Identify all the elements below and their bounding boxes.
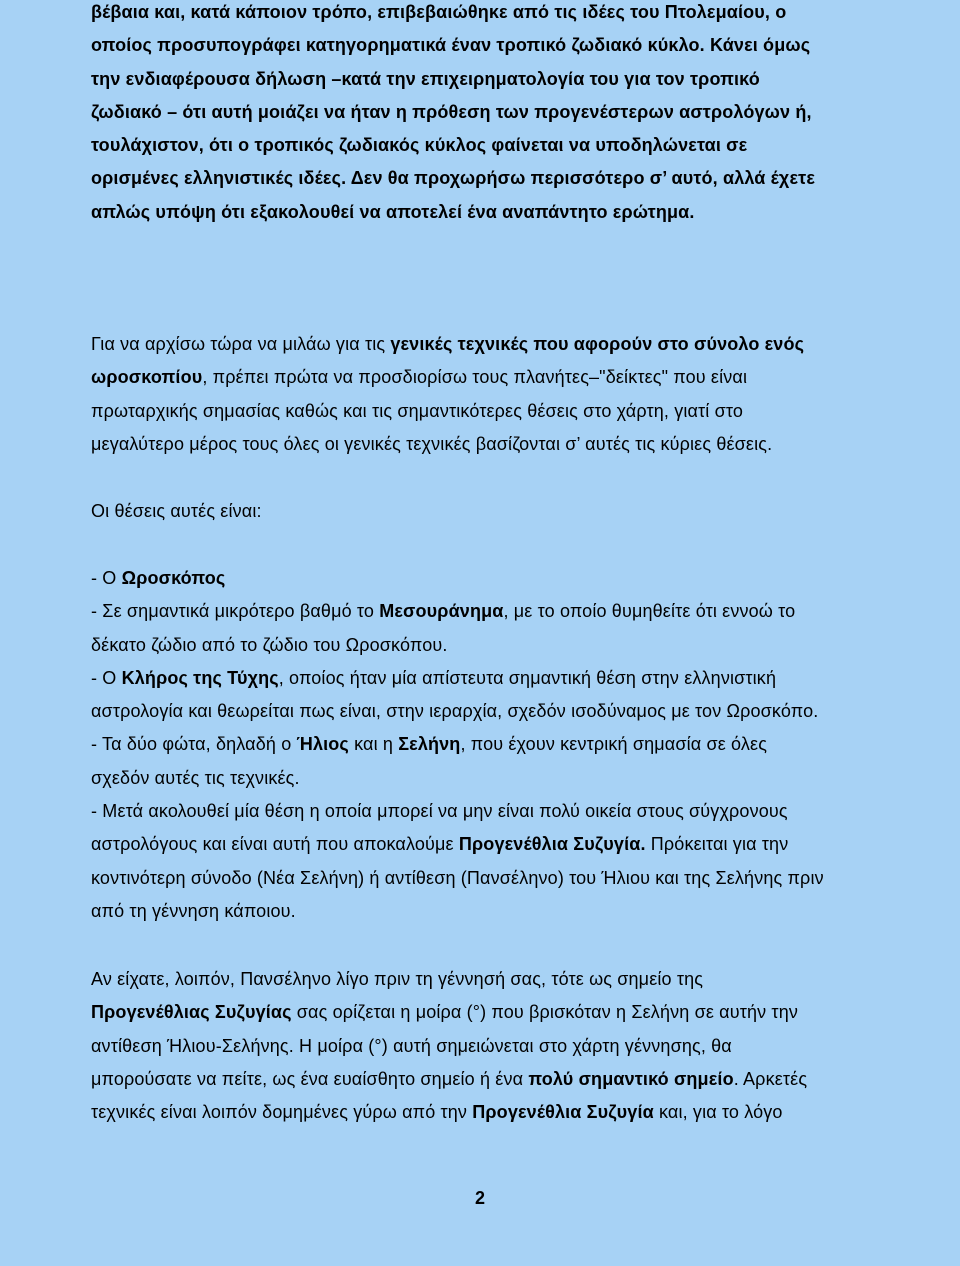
list-item-midheaven (91, 595, 881, 628)
text-line: ζωδιακό – ότι αυτή μοιάζει να ήταν η πρόθεση των προγενέστερων αστρολόγων ή, (91, 101, 812, 122)
text-run: τεχνικές είναι λοιπόν δομημένες γύρω από την (91, 1102, 473, 1123)
text-run: και, για το λόγο (653, 1102, 783, 1123)
emphasis-text: πολύ σημαντικό σημείο (528, 1068, 734, 1089)
text-line (91, 996, 881, 1029)
text-line: από τη γέννηση κάποιου. (91, 900, 296, 921)
emphasis-text: Ήλιος (296, 734, 349, 755)
text-run: . Αρκετές (733, 1068, 808, 1089)
text-run: και η (348, 734, 399, 755)
list-item-prenatal-syzygy: - Μετά ακολουθεί μία θέση η οποία μπορεί να μην είναι πολύ οικεία στους σύγχρονους (91, 801, 788, 822)
text-run: μπορούσατε να πείτε, ως ένα ευαίσθητο σημείο ή ένα (91, 1068, 529, 1089)
text-run: Για να αρχίσω τώρα να μιλάω για τις (91, 334, 391, 354)
emphasis-text: Κλήρος της Τύχης (121, 667, 279, 688)
emphasis-text: Προγενέθλιας Συζυγίας (91, 1002, 292, 1023)
text-run: , οποίος ήταν μία απίστευτα σημαντική θέση στην ελληνιστική (278, 667, 777, 688)
text-run: - Σε σημαντικά μικρότερο βαθμό το (91, 601, 380, 622)
text-line: κοντινότερη σύνοδο (Νέα Σελήνη) ή αντίθεση (Πανσέληνο) του Ήλιου και της Σελήνης πριν (91, 867, 824, 888)
text-run: , πρέπει πρώτα να προσδιορίσω τους πλανήτες–"δείκτες" που είναι (202, 367, 748, 388)
text-line: βέβαια και, κατά κάποιον τρόπο, επιβεβαιώθηκε από τις ιδέες του Πτολεμαίου, ο (91, 2, 787, 22)
list-item-luminaries (91, 728, 881, 761)
text-line: πρωταρχικής σημασίας καθώς και τις σημαντικότερες θέσεις στο χάρτη, γιατί στο (91, 400, 744, 421)
text-line: δέκατο ζώδιο από το ζώδιο του Ωροσκόπου. (91, 634, 448, 655)
text-line: απλώς υπόψη ότι εξακολουθεί να αποτελεί ένα αναπάντητο ερώτημα. (91, 201, 695, 222)
paragraph-general-techniques (91, 328, 881, 461)
paragraph-full-moon-example (91, 963, 881, 1129)
paragraph-ptolemy (91, 0, 881, 229)
text-run: , με το οποίο θυμηθείτε ότι εννοώ το (503, 601, 796, 622)
text-run: αστρολόγους και είναι αυτή που αποκαλούμε (91, 834, 459, 855)
text-line: τουλάχιστον, ότι ο τροπικός ζωδιακός κύκλος φαίνεται να υποδηλώνεται σε (91, 135, 748, 156)
text-run: - Ο (91, 667, 122, 688)
text-line: Αν είχατε, λοιπόν, Πανσέληνο λίγο πριν τη γέννησή σας, τότε ως σημείο της (91, 969, 704, 989)
text-line: οποίος προσυπογράφει κατηγορηματικά έναν τροπικό ζωδιακό κύκλο. Κάνει όμως (91, 35, 811, 56)
text-line (91, 328, 881, 361)
text-line: Οι θέσεις αυτές είναι: (91, 501, 262, 521)
page-number: 2 (474, 1188, 485, 1208)
emphasis-text: Ωροσκόπος (121, 568, 226, 588)
text-line: την ενδιαφέρουσα δήλωση –κατά την επιχειρηματολογία του για τον τροπικό (91, 68, 760, 89)
text-line (91, 828, 881, 861)
text-run: - Ο (91, 568, 122, 588)
text-run: σας ορίζεται η μοίρα (°) που βρισκόταν η Σελήνη σε αυτήν την (291, 1002, 798, 1023)
positions-list (91, 562, 881, 928)
text-run: Πρόκειται για την (645, 834, 789, 855)
list-item-ascendant (91, 562, 881, 595)
emphasis-text: ωροσκοπίου (91, 367, 203, 388)
text-line: αστρολογία και θεωρείται πως είναι, στην ιεραρχία, σχεδόν ισοδύναμος με τον Ωροσκόπο. (91, 701, 819, 722)
text-line (91, 361, 881, 394)
emphasis-text: γενικές τεχνικές που αφορούν στο σύνολο ενός (390, 334, 805, 354)
text-run: - Τα δύο φώτα, δηλαδή ο (91, 734, 297, 755)
emphasis-text: Προγενέθλια Συζυγία (472, 1102, 654, 1123)
emphasis-text: Προγενέθλια Συζυγία. (458, 834, 646, 855)
paragraph-positions-intro (91, 495, 881, 528)
text-line (91, 1063, 881, 1096)
text-run: , που έχουν κεντρική σημασία σε όλες (460, 734, 768, 755)
emphasis-text: Μεσουράνημα (379, 601, 504, 622)
text-line: σχεδόν αυτές τις τεχνικές. (91, 767, 300, 788)
emphasis-text: Σελήνη (398, 734, 461, 755)
list-item-lot-of-fortune (91, 662, 881, 695)
text-line (91, 1096, 881, 1129)
text-line: μεγαλύτερο μέρος τους όλες οι γενικές τεχνικές βασίζονται σ’ αυτές τις κύριες θέσεις. (91, 433, 773, 454)
text-line: ορισμένες ελληνιστικές ιδέες. Δεν θα προχωρήσω περισσότερο σ’ αυτό, αλλά έχετε (91, 168, 816, 189)
text-line: αντίθεση Ήλιου-Σελήνης. Η μοίρα (°) αυτή σημειώνεται στο χάρτη γέννησης, θα (91, 1035, 732, 1056)
